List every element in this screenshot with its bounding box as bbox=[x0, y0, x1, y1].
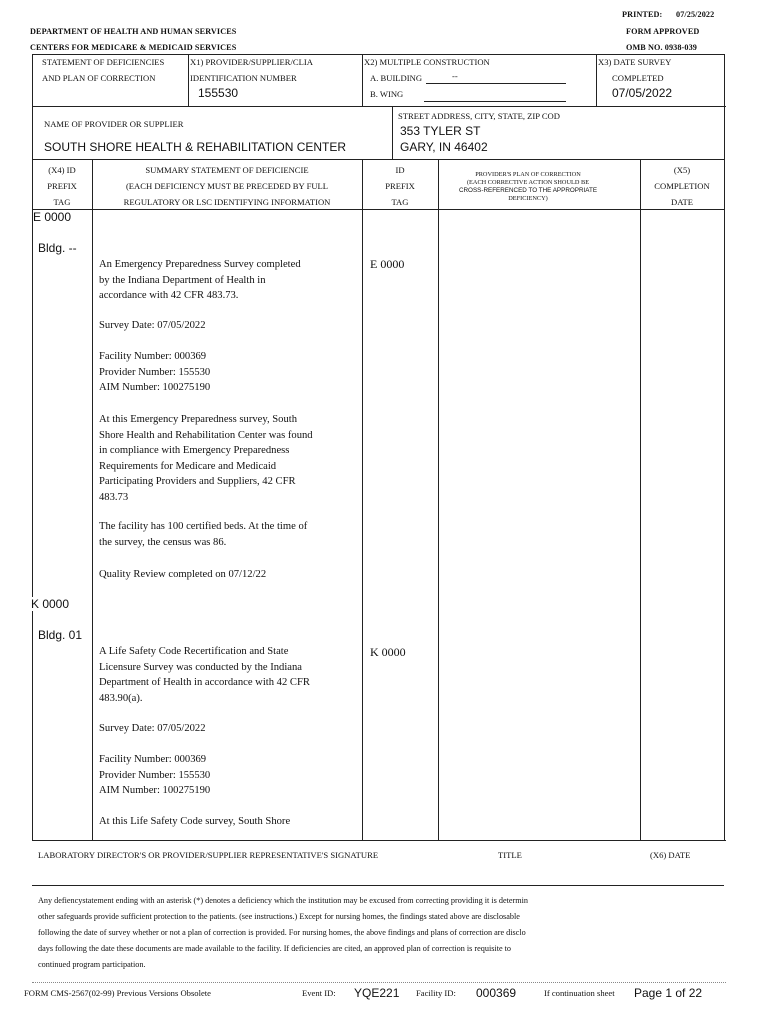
x5-header-2: COMPLETION bbox=[654, 181, 710, 191]
x4-header-2: PREFIX bbox=[47, 181, 77, 191]
e-paragraph-2: Survey Date: 07/05/2022 bbox=[99, 320, 206, 331]
event-id-value: YQE221 bbox=[354, 986, 400, 1000]
building-value: -- bbox=[452, 71, 458, 81]
e-paragraph-1: An Emergency Preparedness Survey completed by the Indiana Department of Health in accordance with 42 CFR 483.73. bbox=[99, 259, 301, 302]
form-number: FORM CMS-2567(02-99) Previous Versions Obsolete bbox=[24, 988, 211, 998]
e-paragraph-5: The facility has 100 certified beds. At the time of the survey, the census was 86. bbox=[99, 521, 308, 548]
id-header-3: TAG bbox=[391, 197, 409, 207]
x4-header-1: (X4) ID bbox=[48, 165, 76, 175]
e-paragraph-4: At this Emergency Preparedness survey, South Shore Health and Rehabilitation Center was found in compliance with Emergency Preparedness Requirements for Medicare and Medicaid Participating Providers and Suppliers, 42 CFR 483.73 bbox=[99, 414, 313, 503]
event-id-label: Event ID: bbox=[302, 988, 336, 998]
printed-date: 07/25/2022 bbox=[676, 10, 715, 19]
k-right-tag: K 0000 bbox=[370, 645, 406, 659]
form-approved: FORM APPROVED bbox=[626, 27, 700, 36]
address-line-1: 353 TYLER ST bbox=[400, 124, 481, 138]
k-tag: K 0000 bbox=[31, 597, 70, 611]
signature-date-label: (X6) DATE bbox=[650, 850, 691, 860]
k-paragraph-2: Survey Date: 07/05/2022 bbox=[99, 723, 206, 734]
id-header-1: ID bbox=[395, 165, 405, 175]
summary-header-3: REGULATORY OR LSC IDENTIFYING INFORMATION bbox=[123, 197, 331, 207]
wing-label: B. WING bbox=[370, 89, 404, 99]
continuation-label: If continuation sheet bbox=[544, 988, 615, 998]
provider-name-value: SOUTH SHORE HEALTH & REHABILITATION CENTER bbox=[44, 140, 347, 154]
statement-label-1: STATEMENT OF DEFICIENCIES bbox=[42, 57, 165, 67]
e-right-tag: E 0000 bbox=[370, 257, 405, 271]
page-number: Page 1 of 22 bbox=[634, 986, 703, 1000]
title-label: TITLE bbox=[498, 850, 522, 860]
provider-id-label-2: IDENTIFICATION NUMBER bbox=[190, 73, 297, 83]
provider-id-value: 155530 bbox=[198, 86, 239, 100]
centers-title: CENTERS FOR MEDICARE & MEDICAID SERVICES bbox=[30, 43, 237, 52]
printed-label: PRINTED: bbox=[622, 10, 663, 19]
address-line-2: GARY, IN 46402 bbox=[400, 140, 488, 154]
provider-id-label-1: X1) PROVIDER/SUPPLIER/CLIA bbox=[190, 57, 313, 67]
date-survey-label-1: X3) DATE SURVEY bbox=[598, 57, 672, 67]
e-building: Bldg. -- bbox=[38, 241, 81, 255]
building-label: A. BUILDING bbox=[370, 73, 423, 83]
k-paragraph-1: A Life Safety Code Recertification and State Licensure Survey was conducted by the Indiana Department of Health in accordance with 42 CFR 483.90(a). bbox=[99, 646, 310, 704]
x5-header-1: (X5) bbox=[673, 165, 691, 175]
address-label: STREET ADDRESS, CITY, STATE, ZIP COD bbox=[398, 111, 560, 121]
omb-number: OMB NO. 0938-039 bbox=[626, 43, 697, 52]
k-paragraph-3: Facility Number: 000369 Provider Number: 155530 AIM Number: 100275190 bbox=[99, 754, 211, 797]
signature-label: LABORATORY DIRECTOR'S OR PROVIDER/SUPPLIER REPRESENTATIVE'S SIGNATURE bbox=[38, 850, 379, 860]
date-survey-value: 07/05/2022 bbox=[612, 86, 673, 100]
multiple-construction-label: X2) MULTIPLE CONSTRUCTION bbox=[364, 57, 490, 67]
k-building: Bldg. 01 bbox=[38, 628, 86, 642]
k-paragraph-4: At this Life Safety Code survey, South Shore bbox=[99, 816, 291, 827]
date-survey-label-2: COMPLETED bbox=[612, 73, 664, 83]
x5-header-3: DATE bbox=[671, 197, 693, 207]
summary-header-1: SUMMARY STATEMENT OF DEFICIENCIE bbox=[145, 165, 309, 175]
summary-header-2: (EACH DEFICIENCY MUST BE PRECEDED BY FULL bbox=[125, 181, 329, 191]
x4-header-3: TAG bbox=[53, 197, 71, 207]
disclaimer: Any defiencystatement ending with an asterisk (*) denotes a deficiency which the institution may be excused from correcting providing it is determin other safeguards provide sufficient protection to the patients. (see instructions.) Except for nursing homes, the findings stated above are disclosable following the date of survey whether or not a plan of correction is provided. For nursing homes, the above findings and plans of correction are disclo days following the date these documents are made available to the facility. If deficiencies are cited, an approved plan of correction is requisite to continued program participation. bbox=[38, 896, 528, 969]
department-title: DEPARTMENT OF HEALTH AND HUMAN SERVICES bbox=[30, 27, 237, 36]
e-paragraph-3: Facility Number: 000369 Provider Number: 155530 AIM Number: 100275190 bbox=[99, 351, 211, 394]
facility-id-value: 000369 bbox=[476, 986, 517, 1000]
provider-name-label: NAME OF PROVIDER OR SUPPLIER bbox=[44, 119, 184, 129]
facility-id-label: Facility ID: bbox=[416, 988, 456, 998]
statement-label-2: AND PLAN OF CORRECTION bbox=[42, 73, 156, 83]
e-paragraph-6: Quality Review completed on 07/12/22 bbox=[99, 569, 267, 580]
plan-header: PROVIDER'S PLAN OF CORRECTION (EACH CORRECTIVE ACTION SHOULD BE CROSS-REFERENCED TO THE APPROPRIATE DEFICIENCY) bbox=[458, 171, 598, 202]
e-tag: E 0000 bbox=[33, 210, 72, 224]
id-header-2: PREFIX bbox=[385, 181, 415, 191]
